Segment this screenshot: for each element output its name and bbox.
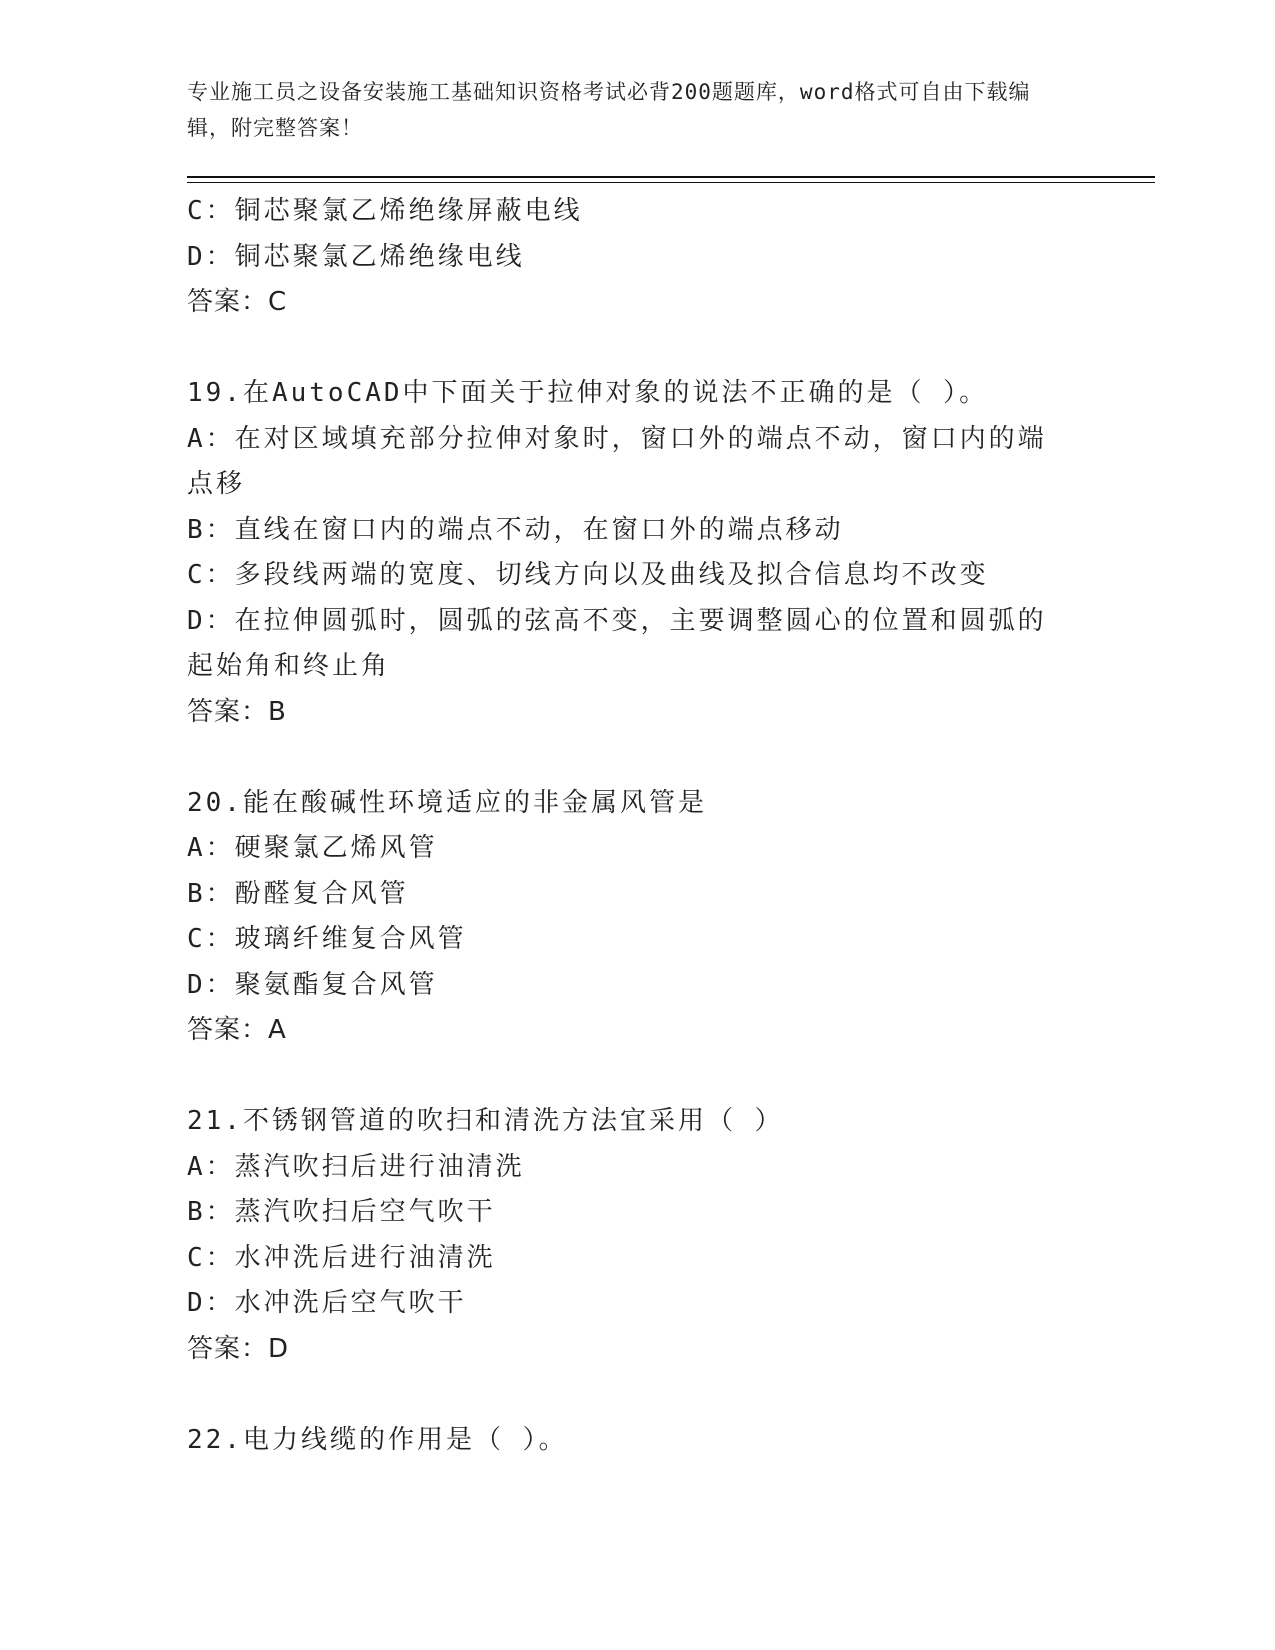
question-list — [187, 189, 1087, 1463]
spacer — [187, 1054, 1087, 1100]
question-20 — [187, 781, 1087, 1054]
question-title: 20.能在酸碱性环境适应的非金属风管是 — [187, 787, 707, 818]
answer-line: 答案：C — [187, 287, 288, 317]
option-c: C：多段线两端的宽度、切线方向以及曲线及拟合信息均不改变 — [187, 560, 989, 590]
option-b: B：蒸汽吹扫后空气吹干 — [187, 1197, 496, 1227]
option-a: A：蒸汽吹扫后进行油清洗 — [187, 1151, 525, 1182]
question-19 — [187, 371, 1087, 735]
option-c: C：玻璃纤维复合风管 — [187, 924, 467, 954]
header-divider-thick — [187, 176, 1155, 178]
prev-question — [187, 189, 1087, 326]
question-title: 21.不锈钢管道的吹扫和清洗方法宜采用（ ） — [187, 1106, 784, 1136]
option-d: D：在拉伸圆弧时，圆弧的弦高不变，主要调整圆心的位置和圆弧的起始角和终止角 — [187, 605, 1047, 681]
option-d: D：铜芯聚氯乙烯绝缘电线 — [187, 241, 525, 272]
answer-line: 答案：B — [187, 696, 287, 727]
option-a: A：在对区域填充部分拉伸对象时，窗口外的端点不动，窗口内的端点移 — [187, 423, 1047, 499]
spacer — [187, 735, 1087, 781]
option-b: B：酚醛复合风管 — [187, 878, 409, 909]
option-a: A：硬聚氯乙烯风管 — [187, 833, 438, 863]
question-21 — [187, 1099, 1087, 1372]
question-title: 22.电力线缆的作用是（ ）。 — [187, 1424, 568, 1455]
spacer — [187, 326, 1087, 372]
option-b: B：直线在窗口内的端点不动，在窗口外的端点移动 — [187, 514, 844, 545]
question-22 — [187, 1418, 1087, 1464]
spacer — [187, 1372, 1087, 1418]
option-d: D：聚氨酯复合风管 — [187, 969, 438, 1000]
document-header: 专业施工员之设备安装施工基础知识资格考试必背200题题库，word格式可自由下载编辑，附完整答案！ — [187, 80, 1031, 140]
question-title: 19.在AutoCAD中下面关于拉伸对象的说法不正确的是（ ）。 — [187, 378, 989, 408]
answer-line: 答案：A — [187, 1015, 287, 1045]
option-c: C：铜芯聚氯乙烯绝缘屏蔽电线 — [187, 196, 583, 226]
option-d: D：水冲洗后空气吹干 — [187, 1288, 467, 1318]
header-divider-thin — [187, 182, 1155, 183]
answer-line: 答案：D — [187, 1333, 290, 1364]
option-c: C：水冲洗后进行油清洗 — [187, 1242, 496, 1273]
